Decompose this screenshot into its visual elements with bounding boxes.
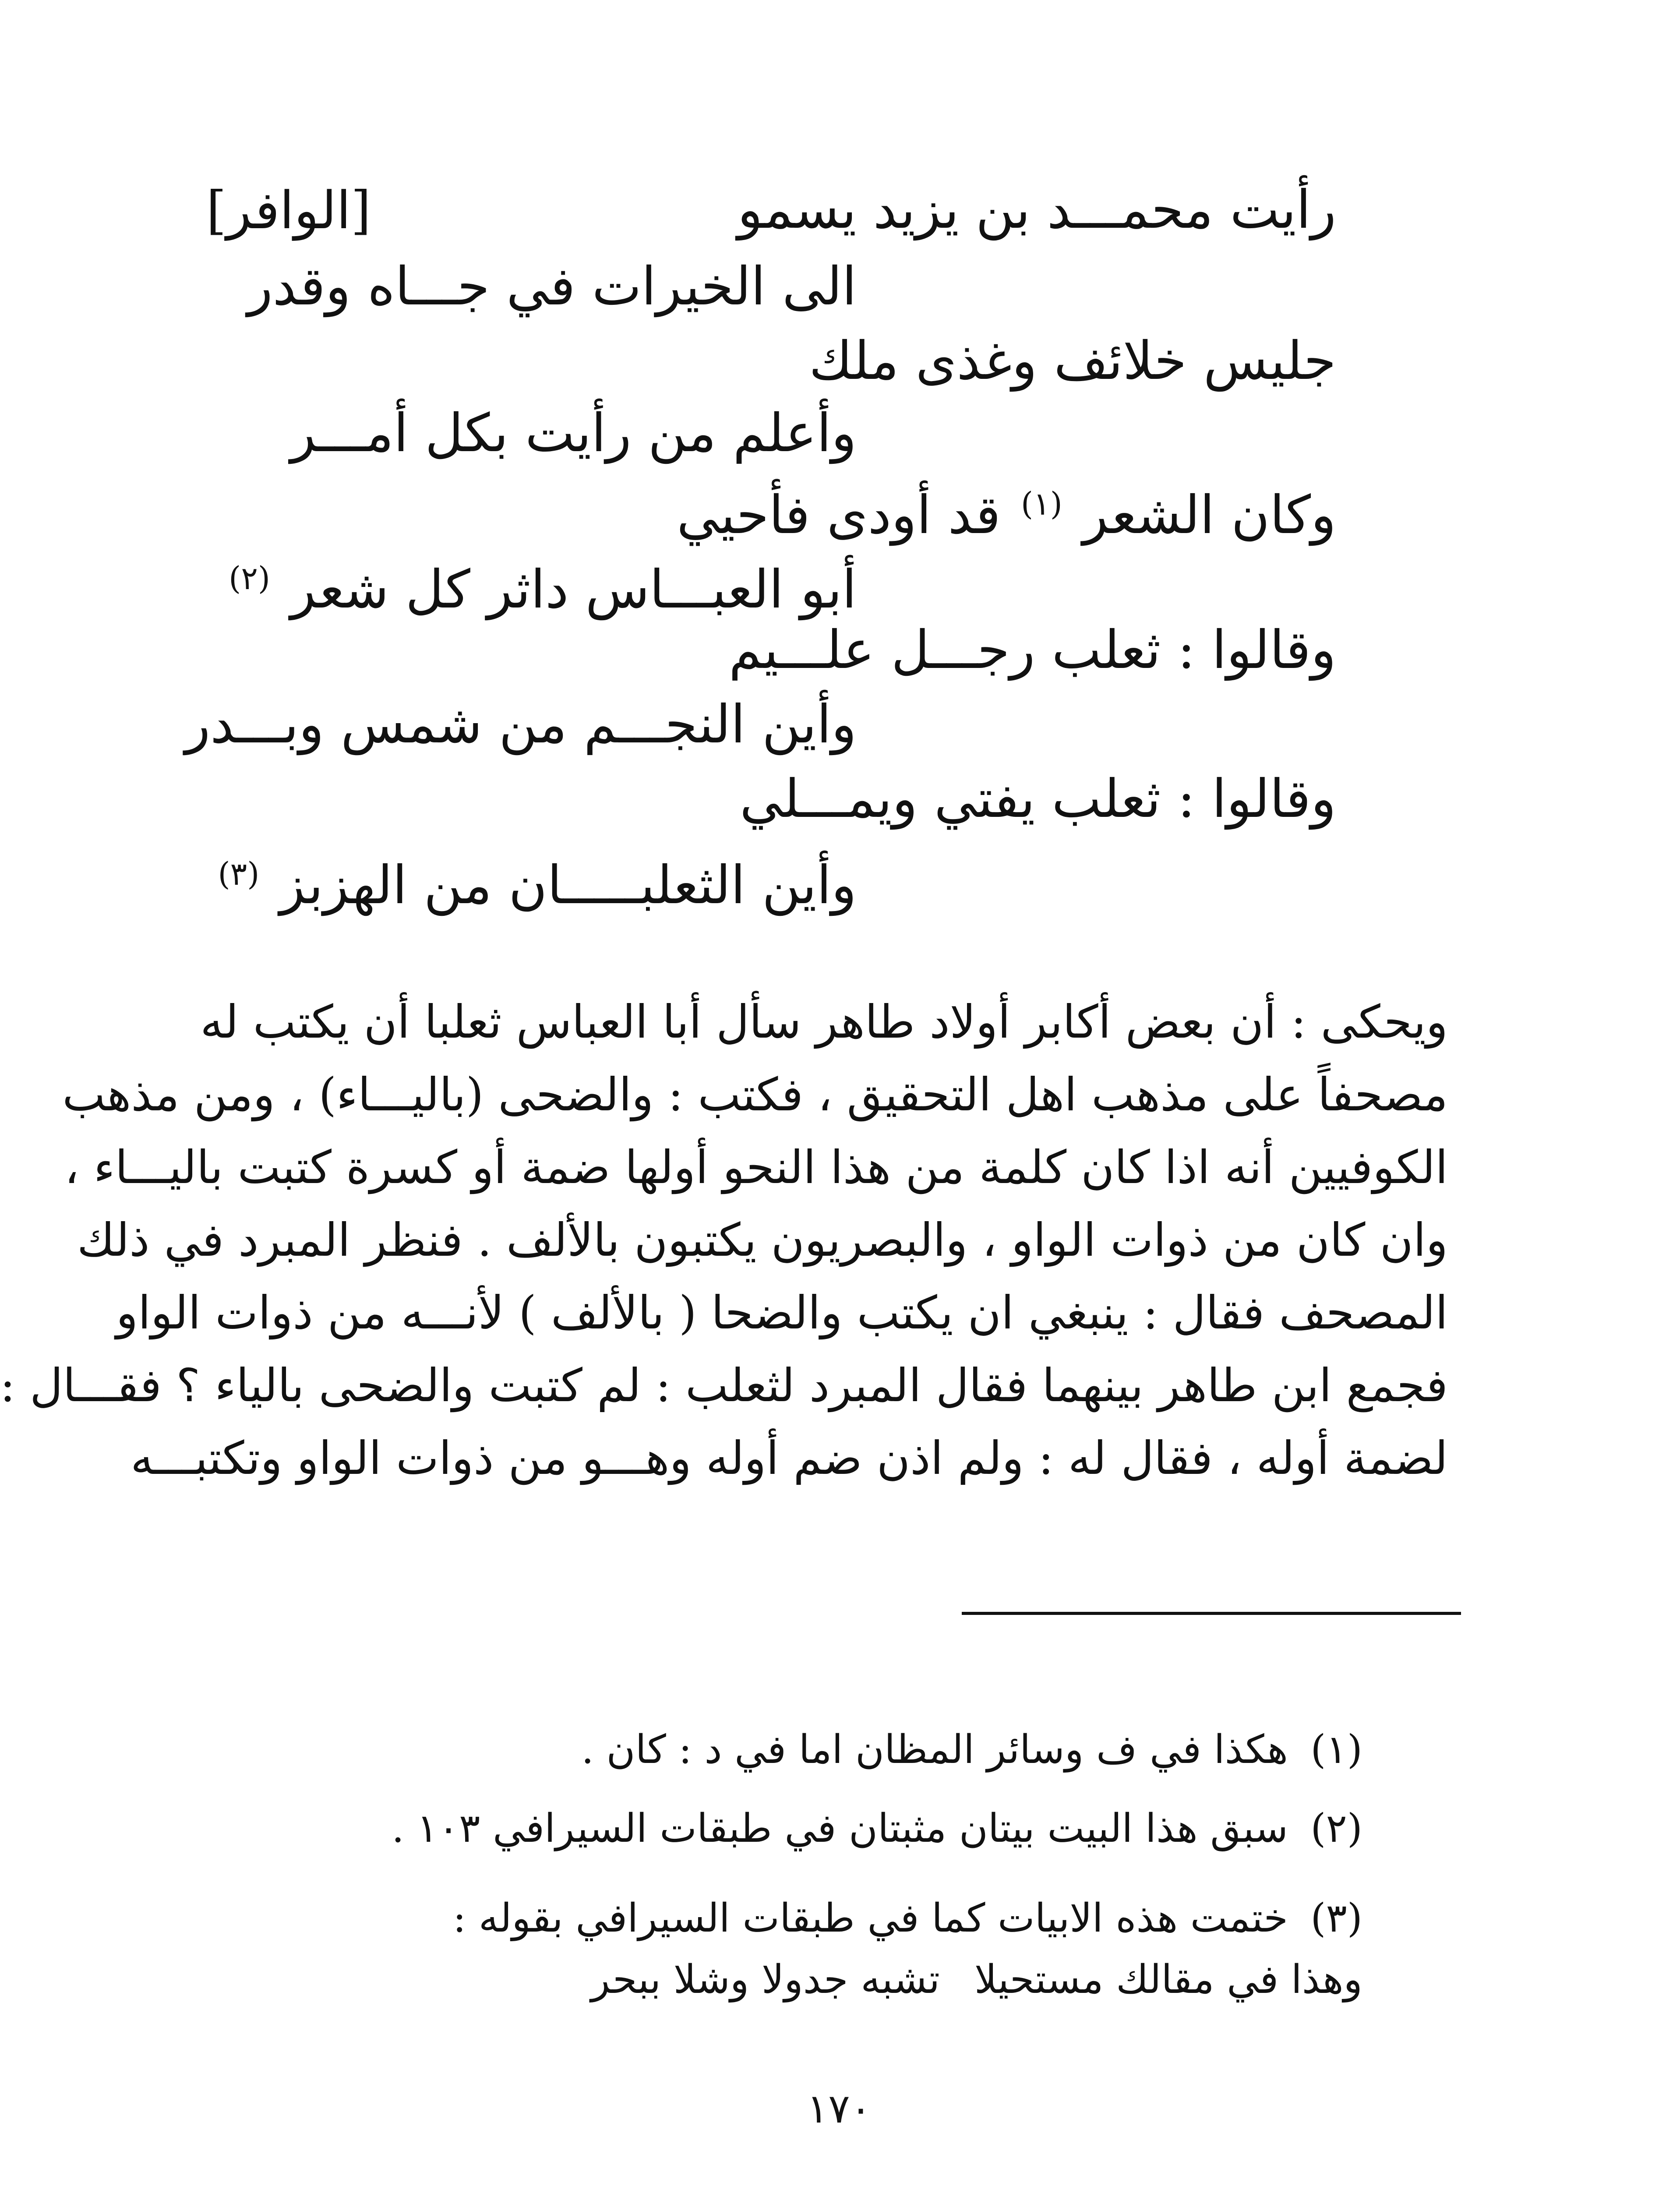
- footnote-2-number: (٢): [1310, 1805, 1362, 1851]
- verse-2-first-hemistich: جليس خلائف وغذى ملك: [809, 331, 1336, 392]
- prose-line: الكوفيين أنه اذا كان كلمة من هذا النحو أولها ضمة أو كسرة كتبت باليـــاء ،: [64, 1141, 1448, 1194]
- prose-paragraph: [0, 986, 1448, 1494]
- verse-3-first-hemistich: [677, 471, 1336, 548]
- verse-1-first-hemistich: رأيت محمـــد بن يزيد يسمو: [737, 180, 1336, 240]
- verse-5-first-hemistich: وقالوا : ثعلب يفتي ويمـــلي: [740, 769, 1336, 830]
- footnote-1-text: هكذا في ف وسائر المظان اما في د : كان .: [581, 1727, 1288, 1773]
- footnote-2-text: سبق هذا البيت بيتان مثبتان في طبقات السيرافي ١٠٣ .: [392, 1805, 1288, 1851]
- footnote-3-verse-second: تشبه جدولا وشلا ببحر: [591, 1957, 940, 2003]
- footnote-marker-2: (٢): [229, 560, 270, 597]
- footnote-divider: [962, 1612, 1461, 1615]
- verse-3-first-tail: قد أودى فأحيي: [677, 485, 1001, 546]
- footnote-marker-1: (١): [1021, 485, 1062, 522]
- prose-line: وان كان من ذوات الواو ، والبصريون يكتبون بالألف . فنظر المبرد في ذلك: [77, 1213, 1448, 1267]
- prose-line: مصحفاً على مذهب اهل التحقيق ، فكتب : والضحى (باليـــاء) ، ومن مذهب: [62, 1068, 1448, 1121]
- footnote-3-number: (٣): [1310, 1895, 1362, 1941]
- footnote-1: [581, 1724, 1362, 1776]
- verse-5-second-hemistich: [214, 841, 857, 918]
- verse-4-second-hemistich: وأين النجـــم من شمس وبـــدر: [185, 694, 857, 755]
- footnote-3: [453, 1892, 1362, 1945]
- page-number: ١٧٠: [806, 2085, 872, 2132]
- verse-3-first-text: وكان الشعر: [1083, 485, 1336, 546]
- footnote-2: [392, 1802, 1362, 1855]
- verse-3-second-hemistich: [225, 545, 857, 623]
- footnote-3-verse-first: وهذا في مقالك مستحيلا: [974, 1957, 1362, 2003]
- prose-line: المصحف فقال : ينبغي ان يكتب والضحا ( بالألف ) لأنـــه من ذوات الواو: [116, 1286, 1448, 1339]
- verse-4-first-hemistich: وقالوا : ثعلب رجـــل علـــيم: [729, 620, 1336, 681]
- prose-line: ويحكى : أن بعض أكابر أولاد طاهر سأل أبا العباس ثعلبا أن يكتب له: [200, 995, 1448, 1049]
- verse-3-second-text: أبو العبـــاس داثر كل شعر: [290, 559, 857, 620]
- verse-2-second-hemistich: وأعلم من رأيت بكل أمـــر: [290, 403, 857, 464]
- poem-meter-label: [الوافر]: [206, 180, 371, 240]
- footnote-marker-3: (٣): [218, 855, 260, 892]
- prose-line: لضمة أوله ، فقال له : ولم اذن ضم أوله وهـــو من ذوات الواو وتكتبـــه: [131, 1431, 1448, 1485]
- prose-line: فجمع ابن طاهر بينهما فقال المبرد لثعلب : لم كتبت والضحى بالياء ؟ فقـــال :: [0, 1359, 1448, 1412]
- verse-1-second-hemistich: الى الخيرات في جـــاه وقدر: [247, 256, 857, 317]
- verse-5-second-text: وأين الثعلبـــــان من الهزبز: [279, 855, 857, 916]
- footnote-3-text: ختمت هذه الابيات كما في طبقات السيرافي بقوله :: [452, 1895, 1288, 1941]
- footnote-1-number: (١): [1310, 1727, 1362, 1773]
